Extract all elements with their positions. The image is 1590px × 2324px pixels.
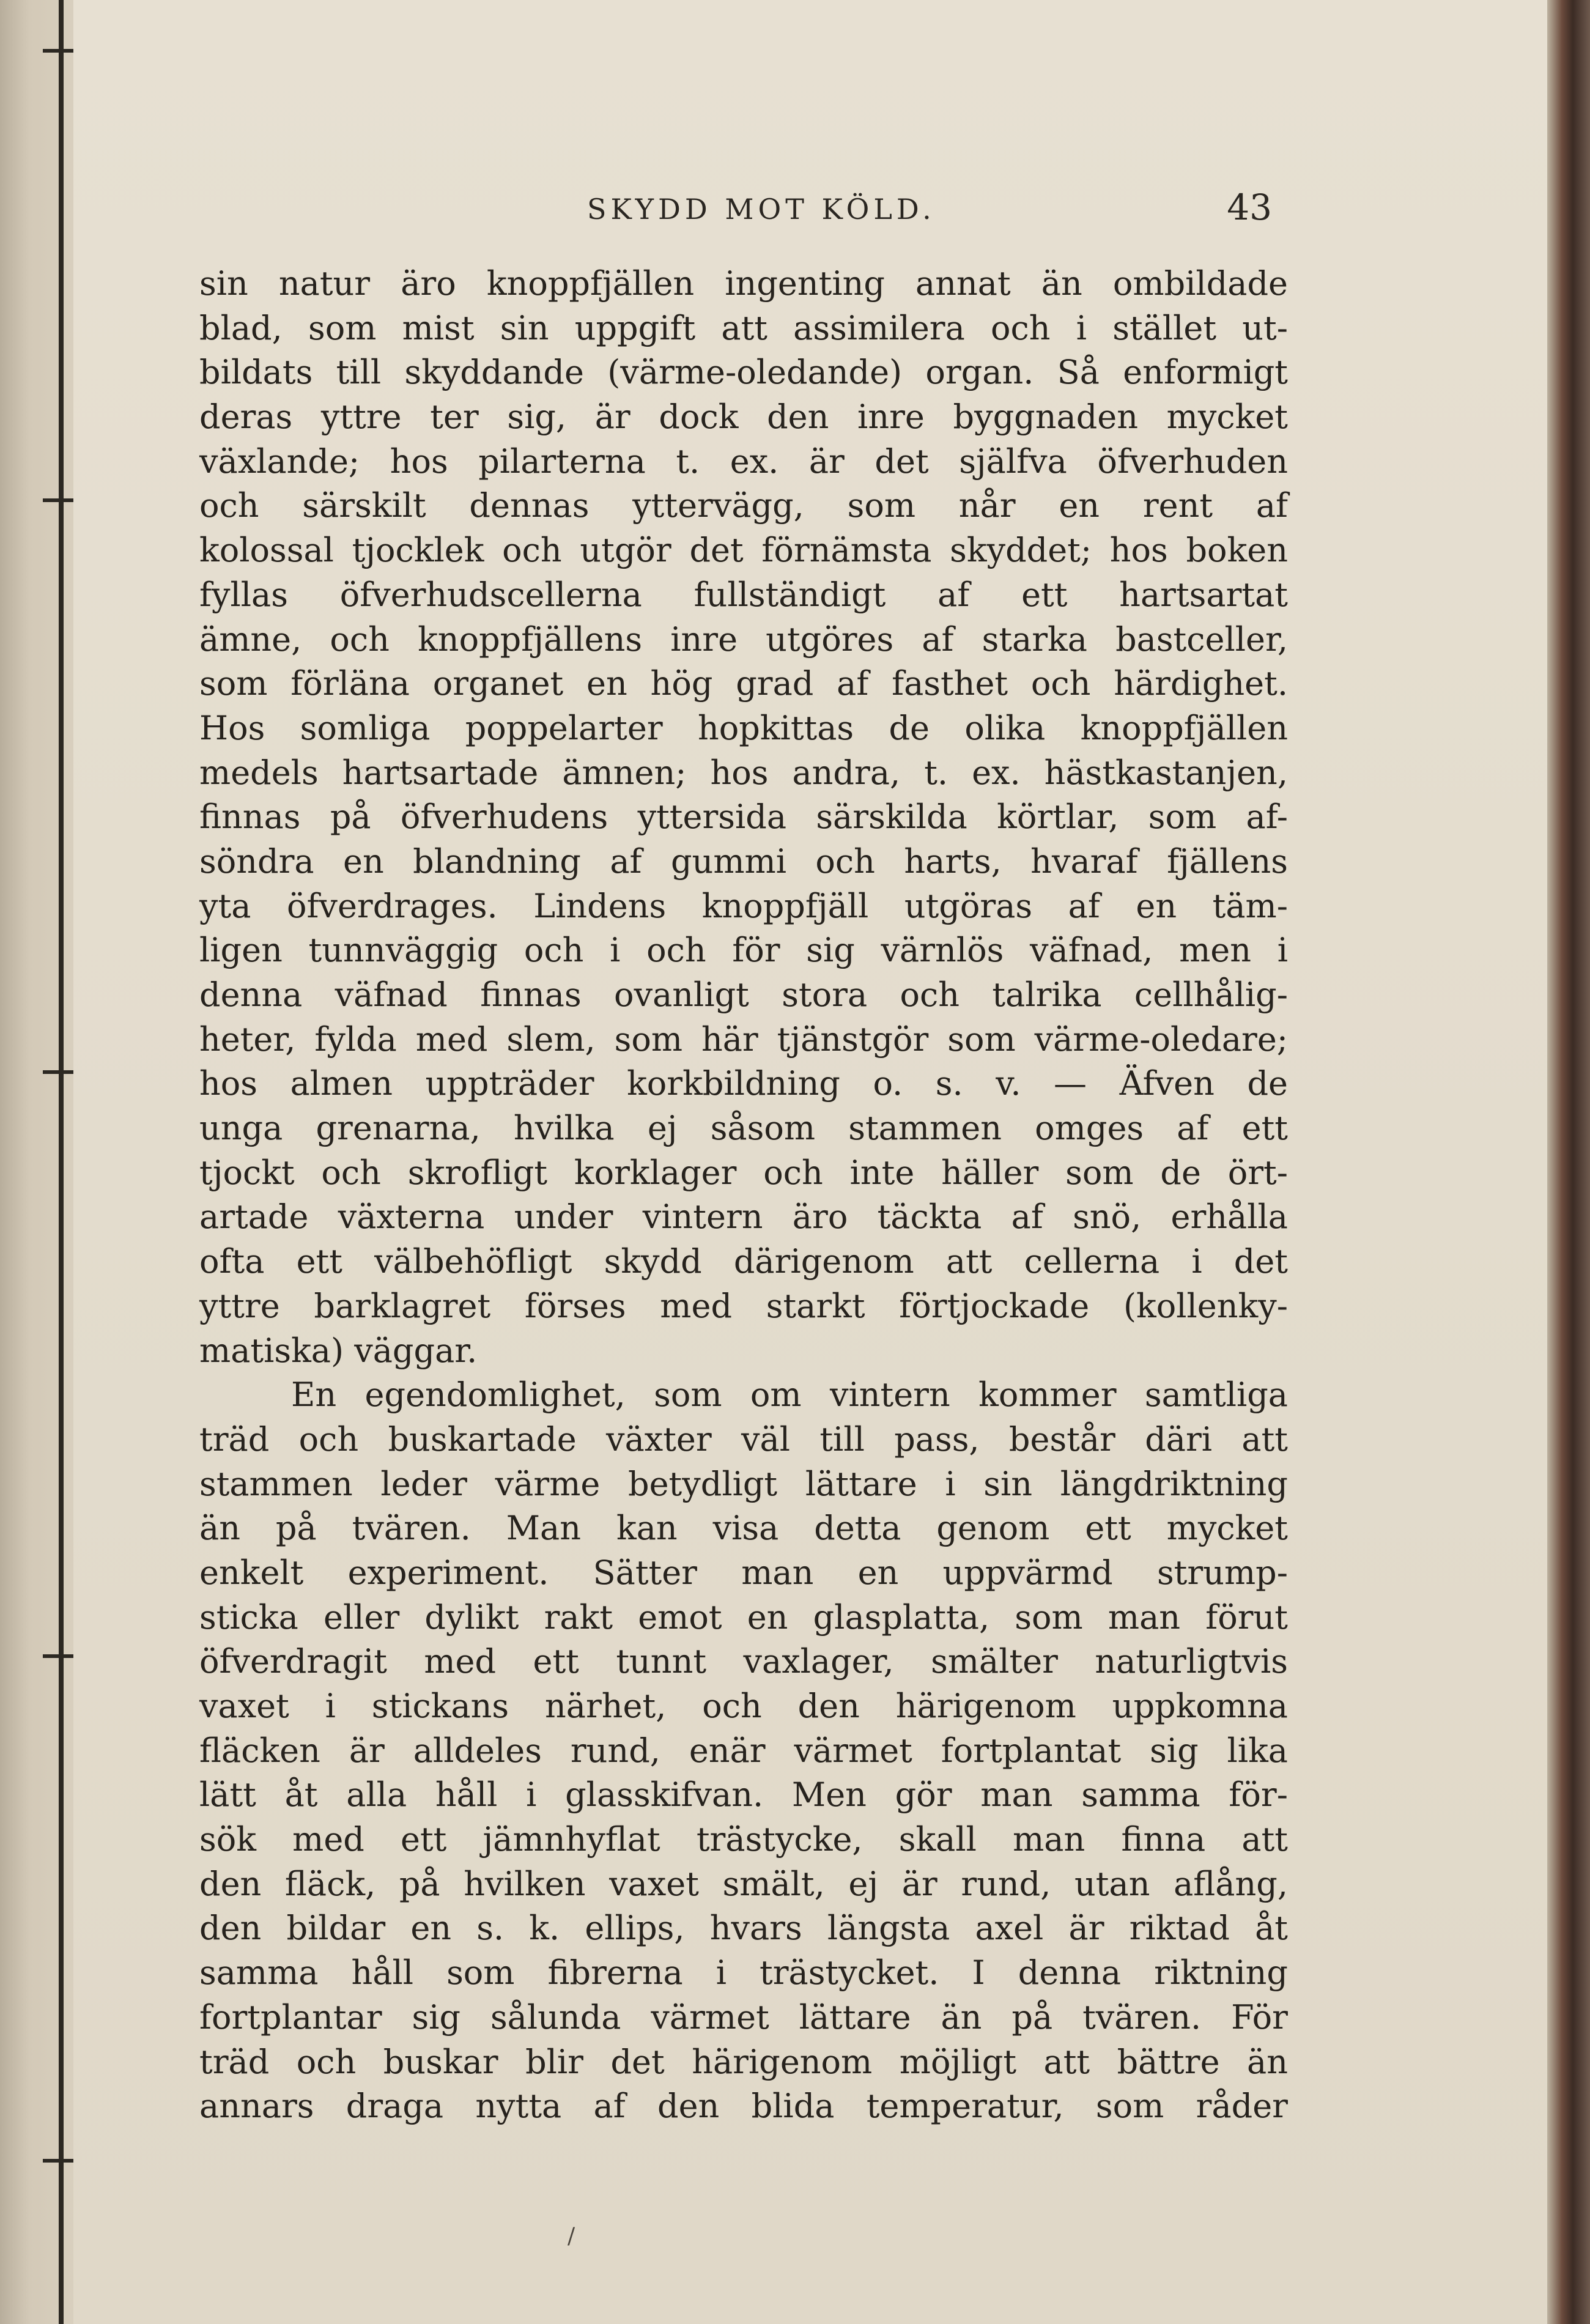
text-line: fyllas öfverhudscellerna fullständigt af ett hartsartat	[199, 575, 1288, 614]
page-header	[196, 187, 1272, 235]
text-line: än på tvären. Man kan visa detta genom ett mycket	[199, 1509, 1288, 1548]
text-line: finnas på öfverhudens yttersida särskilda körtlar, som af-	[199, 797, 1288, 837]
binding-edge	[59, 0, 64, 2324]
text-line: växlande; hos pilarterna t. ex. är det själfva öfverhuden	[199, 442, 1288, 481]
text-line: unga grenarna, hvilka ej såsom stammen omges af ett	[199, 1109, 1288, 1148]
text-line: yttre barklagret förses med starkt förtjockade (kollenky-	[199, 1286, 1288, 1325]
text-line: sök med ett jämnhyflat trästycke, skall man finna att	[199, 1820, 1288, 1859]
text-line: ämne, och knoppfjällens inre utgöres af starka bastceller,	[199, 620, 1288, 659]
text-line: deras yttre ter sig, är dock den inre byggnaden mycket	[199, 398, 1288, 437]
footer-mark: /	[568, 2224, 575, 2249]
text-line: träd och buskar blir det härigenom möjligt att bättre än	[199, 2042, 1288, 2081]
text-line: ligen tunnväggig och i och för sig värnlös väfnad, men i	[199, 931, 1288, 970]
book-cover-edge	[1547, 0, 1590, 2324]
text-line: tjockt och skrofligt korklager och inte häller som de ört-	[199, 1153, 1288, 1192]
text-line: och särskilt dennas yttervägg, som når en rent af	[199, 486, 1288, 525]
text-line: sin natur äro knoppfjällen ingenting annat än ombildade	[199, 264, 1288, 303]
text-line: som förläna organet en hög grad af fasthet och härdighet.	[199, 664, 1288, 703]
text-line: söndra en blandning af gummi och harts, hvaraf fjällens	[199, 842, 1288, 881]
text-line: blad, som mist sin uppgift att assimilera och i stället ut-	[199, 308, 1288, 347]
text-line: ofta ett välbehöfligt skydd därigenom att cellerna i det	[199, 1242, 1288, 1281]
text-line: heter, fylda med slem, som här tjänstgör som värme-oledare;	[199, 1020, 1288, 1059]
text-line: sticka eller dylikt rakt emot en glasplatta, som man förut	[199, 1597, 1288, 1637]
text-line: artade växterna under vintern äro täckta af snö, erhålla	[199, 1197, 1288, 1237]
text-line: kolossal tjocklek och utgör det förnämsta skyddet; hos boken	[199, 531, 1288, 570]
text-line: medels hartsartade ämnen; hos andra, t. ex. hästkastanjen,	[199, 753, 1288, 792]
text-line: yta öfverdrages. Lindens knoppfjäll utgöras af en täm-	[199, 886, 1288, 925]
text-line: hos almen uppträder korkbildning o. s. v. — Äfven de	[199, 1064, 1288, 1103]
text-line: stammen leder värme betydligt lättare i sin längdriktning	[199, 1464, 1288, 1503]
text-line: vaxet i stickans närhet, och den härigenom uppkomna	[199, 1687, 1288, 1725]
text-line: denna väfnad finnas ovanligt stora och talrika cellhålig-	[199, 975, 1288, 1014]
page-number: 43	[1227, 187, 1272, 228]
text-line: träd och buskartade växter väl till pass, består däri att	[199, 1419, 1288, 1459]
text-line: En egendomlighet, som om vintern kommer samtliga	[291, 1375, 1288, 1415]
text-line: matiska) väggar.	[199, 1331, 478, 1370]
text-line: fläcken är alldeles rund, enär värmet fortplantat sig lika	[199, 1731, 1288, 1770]
text-line: den fläck, på hvilken vaxet smält, ej är rund, utan aflång,	[199, 1864, 1288, 1903]
text-line: annars draga nytta af den blida temperatur, som råder	[199, 2087, 1288, 2126]
body-text	[199, 262, 1288, 2129]
text-line: lätt åt alla håll i glasskifvan. Men gör man samma för-	[199, 1775, 1288, 1815]
text-line: öfverdragit med ett tunnt vaxlager, smälter naturligtvis	[199, 1642, 1288, 1681]
text-line: enkelt experiment. Sätter man en uppvärmd strump-	[199, 1553, 1288, 1592]
text-line: samma håll som fibrerna i trästycket. I denna riktning	[199, 1953, 1288, 1993]
text-line: bildats till skyddande (värme-oledande) organ. Så enformigt	[199, 353, 1288, 392]
running-title: SKYDD MOT KÖLD.	[587, 193, 936, 226]
text-line: Hos somliga poppelarter hopkittas de olika knoppfjällen	[199, 708, 1288, 747]
text-line: den bildar en s. k. ellips, hvars längsta axel är riktad åt	[199, 1909, 1288, 1948]
text-line: fortplantar sig sålunda värmet lättare än på tvären. För	[199, 1997, 1288, 2037]
